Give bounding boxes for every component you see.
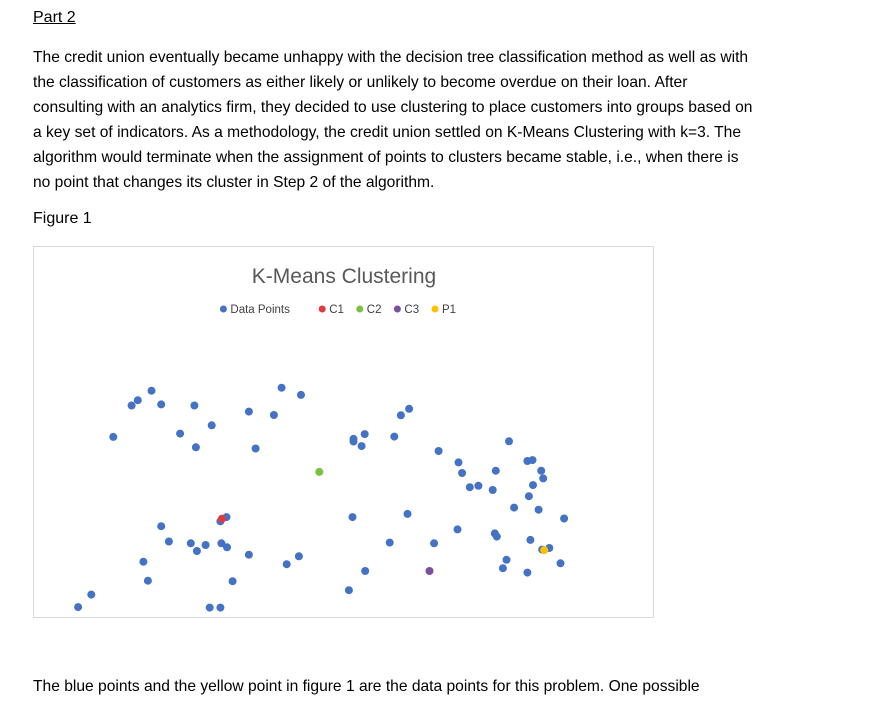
point-data-points [361, 430, 369, 438]
paragraph-line: consulting with an analytics firm, they decided to use clustering to place customers into groups based on [33, 99, 753, 116]
point-data-points [349, 513, 357, 521]
point-data-points [557, 559, 565, 567]
point-data-points [405, 405, 413, 413]
point-data-points [245, 408, 253, 416]
point-data-points [430, 539, 438, 547]
point-data-points [139, 558, 147, 566]
chart-points [74, 384, 568, 612]
legend-marker-c3 [394, 306, 401, 313]
paragraph-line: algorithm would terminate when the assignment of points to clusters became stable, i.e., when there is [33, 149, 739, 166]
point-data-points [216, 604, 224, 612]
chart-title: K-Means Clustering [251, 265, 437, 288]
point-c1 [218, 515, 226, 523]
point-data-points [245, 551, 253, 559]
point-data-points [74, 603, 82, 611]
point-data-points [529, 481, 537, 489]
point-data-points [295, 552, 303, 560]
paragraph-line: the classification of customers as either likely or unlikely to become overdue on their loan. After [33, 74, 688, 91]
point-data-points [350, 438, 358, 446]
point-data-points [510, 504, 518, 512]
chart-legend [220, 304, 456, 316]
point-data-points [535, 506, 543, 514]
legend-label: C2 [366, 304, 382, 316]
point-data-points [202, 541, 210, 549]
legend-marker-data-points [220, 306, 227, 313]
point-data-points [454, 525, 462, 533]
point-data-points [523, 569, 531, 577]
point-data-points [128, 402, 136, 410]
point-data-points [474, 482, 482, 490]
point-data-points [505, 437, 513, 445]
legend-label: C1 [329, 304, 344, 316]
chart-frame [33, 246, 654, 618]
point-data-points [148, 387, 156, 395]
point-data-points [278, 384, 286, 392]
scatter-chart [34, 247, 655, 619]
point-data-points [144, 577, 152, 585]
point-data-points [499, 564, 507, 572]
point-c3 [426, 567, 434, 575]
point-data-points [157, 400, 165, 408]
point-data-points [361, 567, 369, 575]
point-data-points [208, 421, 216, 429]
point-data-points [165, 538, 173, 546]
paragraph-line: The credit union eventually became unhappy with the decision tree classification method as well as with [33, 49, 749, 66]
point-data-points [193, 547, 201, 555]
paragraph-line: no point that changes its cluster in Step 2 of the algorithm. [33, 174, 435, 191]
legend-label: P1 [442, 304, 457, 316]
point-data-points [466, 483, 474, 491]
point-data-points [493, 533, 501, 541]
paragraph-line: a key set of indicators. As a methodology, the credit union settled on K-Means Clustering with k=3. The [33, 124, 742, 141]
point-p1 [540, 546, 548, 554]
intro-paragraph [33, 45, 848, 195]
point-data-points [229, 577, 237, 585]
point-data-points [503, 556, 511, 564]
legend-label: Data Points [230, 304, 290, 316]
point-data-points [345, 586, 353, 594]
legend-marker-c1 [319, 306, 326, 313]
point-data-points [187, 539, 195, 547]
point-data-points [386, 539, 394, 547]
point-data-points [492, 467, 500, 475]
point-data-points [206, 604, 214, 612]
point-data-points [525, 492, 533, 500]
point-data-points [455, 458, 463, 466]
legend-label: C3 [404, 304, 420, 316]
point-data-points [397, 411, 405, 419]
point-data-points [217, 539, 225, 547]
section-heading: Part 2 [33, 9, 76, 26]
point-data-points [190, 402, 198, 410]
point-data-points [404, 510, 412, 518]
point-data-points [458, 469, 466, 477]
point-data-points [270, 411, 278, 419]
figure-label: Figure 1 [33, 210, 92, 227]
point-data-points [134, 396, 142, 404]
legend-marker-p1 [432, 306, 439, 313]
point-data-points [435, 447, 443, 455]
point-data-points [358, 442, 366, 450]
point-data-points [252, 445, 260, 453]
bottom-paragraph: The blue points and the yellow point in figure 1 are the data points for this problem. One possible [33, 678, 700, 695]
point-data-points [176, 430, 184, 438]
point-c2 [315, 468, 323, 476]
point-data-points [539, 474, 547, 482]
point-data-points [297, 391, 305, 399]
point-data-points [109, 433, 117, 441]
legend-marker-c2 [356, 306, 363, 313]
point-data-points [390, 433, 398, 441]
point-data-points [560, 515, 568, 523]
point-data-points [526, 536, 534, 544]
point-data-points [87, 591, 95, 599]
point-data-points [157, 522, 165, 530]
point-data-points [537, 467, 545, 475]
point-data-points [283, 560, 291, 568]
point-data-points [489, 486, 497, 494]
point-data-points [529, 456, 537, 464]
point-data-points [192, 443, 200, 451]
